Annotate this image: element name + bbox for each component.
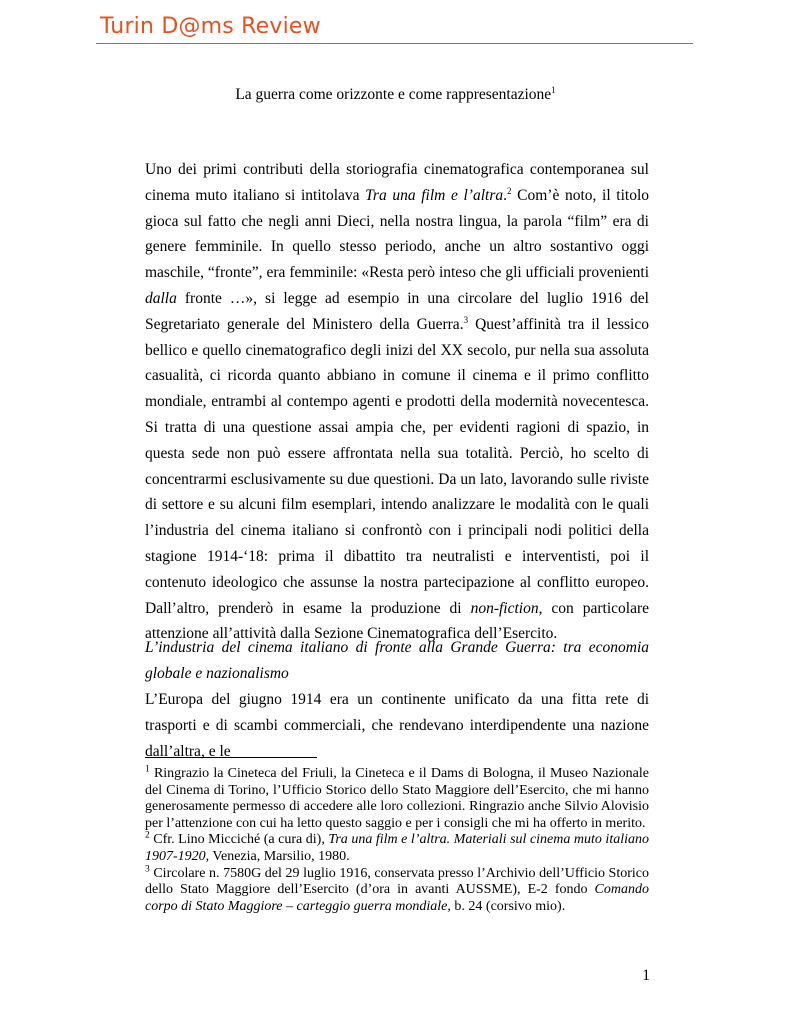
footnote-ref-1: 1 (551, 84, 556, 95)
paragraph-europe: L’Europa del giugno 1914 era un continente unificato da una fitta rete di trasporti e di scambi commerciali, che rendevano interdipendente una nazione dall’altra, e le (145, 691, 649, 760)
page-number: 1 (642, 967, 650, 984)
footnotes (145, 766, 649, 915)
footnote-number: 2 (145, 830, 150, 841)
emphasis-non-fiction: non-fiction (470, 599, 539, 617)
film-title-italic: Tra una film e l’altra (365, 186, 504, 204)
section-heading: L’industria del cinema italiano di fronte alla Grande Guerra: tra economia globale e nazionalismo (145, 639, 649, 682)
article-title (0, 86, 791, 104)
article-title-text: La guerra come orizzonte e come rappresentazione (235, 86, 552, 103)
footnote-3: $^3$ Circolare n. 7580G del 29 luglio 1916, conservata presso l’Archivio dell’Ufficio Storico dello Stato Maggiore dell’Esercito (d’ora in avanti AUSSME), E-2 fondo Comando corpo di Stato Maggiore – carteggio guerra mondiale, b. 24 (corsivo mio). (145, 863, 649, 914)
footnote-number: 1 (145, 764, 150, 775)
header-divider (96, 43, 693, 44)
paragraph-intro: Uno dei primi contributi della storiografia cinematografica contemporanea sul cinema muto italiano si intitolava Tra una film e l’altra.$^2$ Com’è noto, il titolo gioca sul fatto che negli anni Dieci, nella nostra lingua, la parola “film” era di genere femminile. In quello stesso periodo, anche un altro sostantivo oggi maschile, “fronte”, era femminile: «Resta però inteso che gli ufficiali provenienti dalla fronte …», si legge ad esempio in una circolare del luglio 1916 del Segretariato generale del Ministero della Guerra.$^3$ Quest’affinità tra il lessico bellico e quello cinematografico degli inizi del XX secolo, pur nella sua assoluta casualità, ci ricorda quanto abbiano in comune il cinema e il primo conflitto mondiale, entrambi al contempo agenti e prodotti della modernità novecentesca. Si tratta di una questione assai ampia che, per evidenti ragioni di spazio, in questa sede non può essere affrontata nella sua totalità. Perciò, ho scelto di concentrarmi esclusivamente su due questioni. Da un lato, lavorando sulle riviste di settore e su alcuni film esemplari, intendo analizzare le modalità con le quali l’industria del cinema italiano si confrontò con i principali nodi politici della stagione 1914-‘18: prima il dibattito tra neutralisti e interventisti, poi il contenuto ideologico che assunse la nostra partecipazione al conflitto europeo. Dall’altro, prenderò in esame la produzione di non-fiction, con particolare attenzione all’attività dalla Sezione Cinematografica dell’Esercito. (145, 161, 649, 643)
footnote-number: 3 (145, 863, 150, 874)
emphasis-dalla: dalla (145, 289, 177, 307)
footnote-ref-2: 2 (507, 185, 512, 196)
footnote-ref-3: 3 (463, 314, 469, 325)
footnote-1: $^1$ Ringrazio la Cineteca del Friuli, la Cineteca e il Dams di Bologna, il Museo Nazionale del Cinema di Torino, l’Ufficio Storico dello Stato Maggiore dell’Esercito, che mi hanno generosamente permesso di accedere alle loro collezioni. Ringrazio anche Silvio Alovisio per l’attenzione con cui ha letto questo saggio e per i consigli che mi ha offerto in merito. (145, 764, 649, 831)
footnote-divider (145, 757, 317, 758)
footnote-2: $^2$ Cfr. Lino Micciché (a cura di), Tra una film e l’altra. Materiali sul cinema muto italiano 1907-1920, Venezia, Marsilio, 1980. (145, 830, 649, 864)
journal-title: Turin D@ms Review (100, 14, 321, 39)
